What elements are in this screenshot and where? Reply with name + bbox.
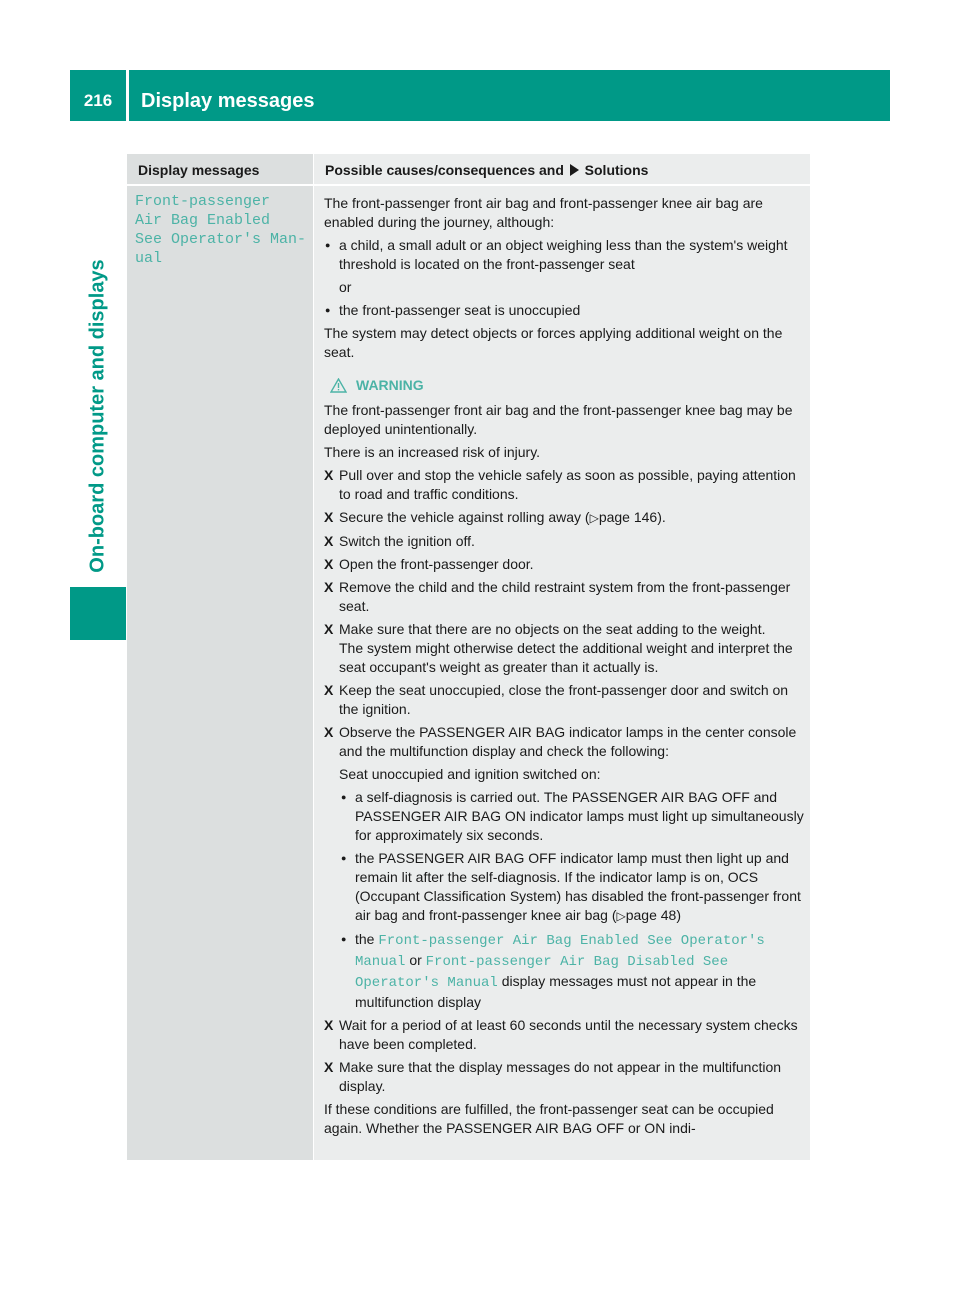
arrow-right-icon: [570, 164, 579, 176]
side-section-label: [70, 230, 126, 602]
warning-triangle-icon: [330, 378, 347, 393]
step-arrow-icon: X: [324, 1059, 334, 1075]
step-10: X Make sure that the display messages do not appear in the multifunction display.: [324, 1059, 782, 1094]
seat-unoccupied-text: Seat unoccupied and ignition switched on:: [339, 766, 601, 782]
or-text: or: [339, 279, 352, 295]
step-4: X Open the front-passenger door.: [324, 556, 534, 572]
page-ref-link[interactable]: page 48: [625, 907, 677, 923]
display-message-inline: Front-passenger Air Bag Disabled See Operator's Manual: [355, 954, 729, 991]
step-arrow-icon: X: [324, 509, 334, 525]
side-section-text: On-board computer and displays: [86, 259, 109, 573]
step-arrow-icon: X: [324, 682, 334, 698]
page-ref-arrow-icon: ▷: [616, 909, 626, 923]
header-row-separator: [127, 184, 810, 186]
step-1: X Pull over and stop the vehicle safely as soon as possible, paying attention to road and traffic conditions.: [324, 467, 796, 502]
bullet-cause-1: ● a child, a small adult or an object weighing less than the system's weight threshold is located on the front-passenger seat: [324, 236, 804, 274]
step-5: X Remove the child and the child restraint system from the front-passenger seat.: [324, 579, 791, 614]
check-1: ● a self-diagnosis is carried out. The PASSENGER AIR BAG OFF and PASSENGER AIR BAG ON indicator lamps must light up simultaneously for approximately six seconds.: [340, 788, 804, 845]
intro-paragraph: The front-passenger front air bag and front-passenger knee air bag are enabled during the journey, although:: [324, 195, 763, 230]
step-3: X Switch the ignition off.: [324, 533, 475, 549]
warning-label: WARNING: [356, 377, 424, 393]
warning-heading: [330, 376, 804, 395]
check-2: ● the PASSENGER AIR BAG OFF indicator lamp must then light up and remain lit after the self-diagnosis. If the indicator lamp is on, OCS (Occupant Classification System) has disabled the front-passenger front air bag and front-passenger knee air bag (▷page 48): [340, 849, 804, 926]
step-9: X Wait for a period of at least 60 seconds until the necessary system checks have been completed.: [324, 1017, 798, 1052]
step-arrow-icon: X: [324, 621, 334, 637]
side-tab-marker: [70, 587, 126, 640]
table-column-messages: [127, 154, 313, 1160]
column-header-solutions: Possible causes/consequences and Solutions: [325, 162, 649, 178]
header-separator: [126, 70, 129, 121]
page-title: Display messages: [141, 90, 315, 112]
step-arrow-icon: X: [324, 556, 334, 572]
step-arrow-icon: X: [324, 724, 334, 740]
step-arrow-icon: X: [324, 533, 334, 549]
step-2: X Secure the vehicle against rolling away (▷page 146).: [324, 509, 666, 525]
step-arrow-icon: X: [324, 579, 334, 595]
page-ref-arrow-icon: ▷: [589, 511, 599, 525]
display-message-inline: Front-passenger Air Bag Enabled See Operator's Manual: [355, 933, 765, 970]
display-message-text: Front-passenger Air Bag Enabled See Operator's Man‑ ual: [135, 193, 307, 267]
page-number: 216: [83, 91, 113, 110]
step-8: X Observe the PASSENGER AIR BAG indicator lamps in the center console and the multifunction display and check the following:: [324, 724, 797, 759]
step-6: X Make sure that there are no objects on the seat adding to the weight. The system might otherwise detect the additional weight and interpret the seat occupant's weight as greater than it actually is.: [324, 621, 793, 675]
step-arrow-icon: X: [324, 1017, 334, 1033]
closing-paragraph: If these conditions are fulfilled, the front-passenger seat can be occupied again. Whether the PASSENGER AIR BAG OFF or ON indi-: [324, 1101, 774, 1136]
step-7: X Keep the seat unoccupied, close the front-passenger door and switch on the ignition.: [324, 682, 789, 717]
page-ref-link[interactable]: page 146: [598, 509, 658, 525]
warning-paragraph: The front-passenger front air bag and the front-passenger knee bag may be deployed unintentionally.: [324, 402, 793, 437]
step-arrow-icon: X: [324, 467, 334, 483]
detect-paragraph: The system may detect objects or forces applying additional weight on the seat.: [324, 325, 783, 360]
risk-paragraph: There is an increased risk of injury.: [324, 444, 541, 460]
column-header-display-messages: Display messages: [138, 162, 260, 178]
bullet-cause-2: ● the front-passenger seat is unoccupied: [324, 301, 804, 320]
solutions-content: [324, 194, 804, 1142]
check-3: ● the Front-passenger Air Bag Enabled See Operator's Manual or Front-passenger Air Bag Disabled See Operator's Manual display messages must not appear in the multifunction display: [340, 930, 804, 1012]
